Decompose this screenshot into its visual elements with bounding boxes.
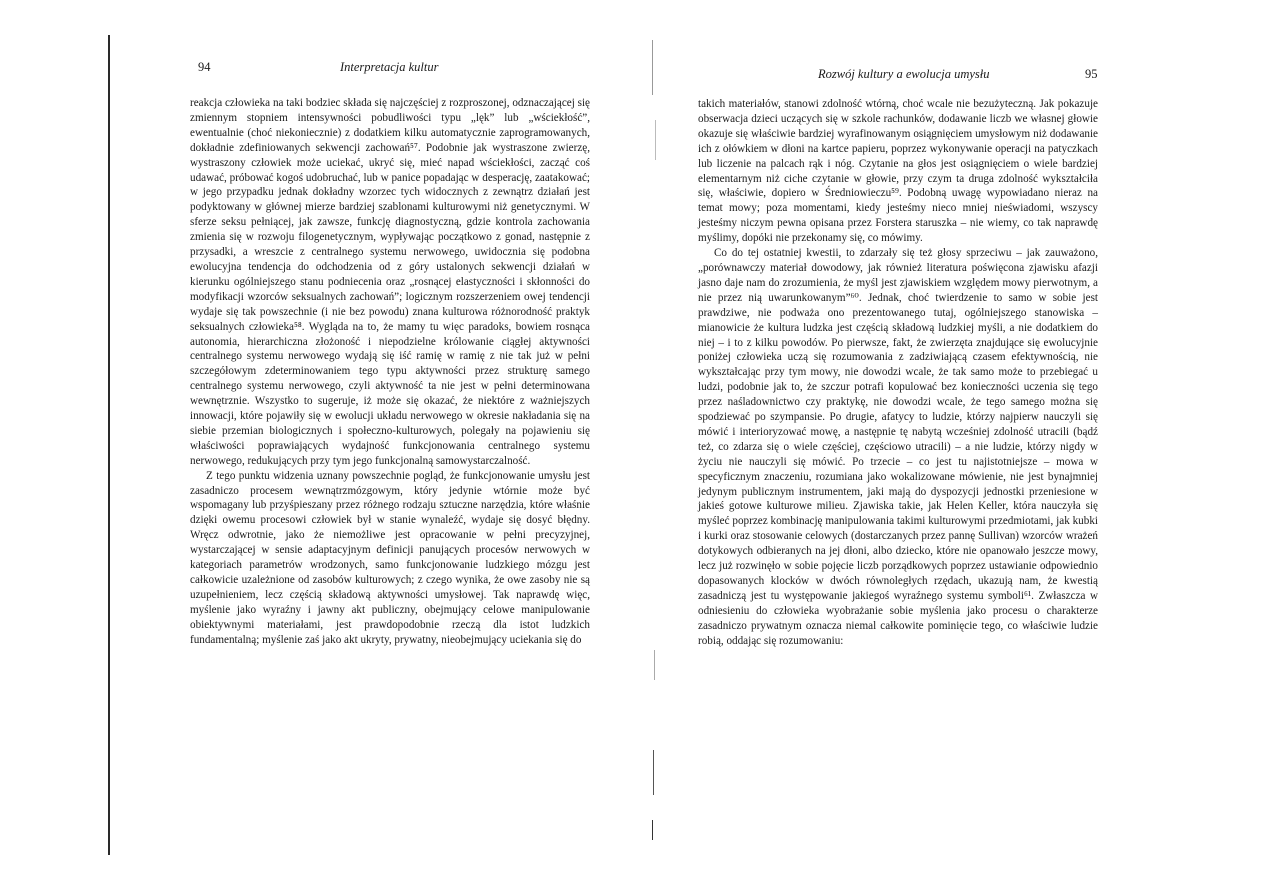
left-body-text: [190, 96, 590, 648]
gutter-mark: [652, 40, 653, 95]
right-paragraph-1: takich materiałów, stanowi zdolność wtórną, choć wcale nie bezużyteczną. Jak pokazuje obserwacja dzieci uczących się w szkole rachunków, dodawanie liczb we własnej głowie okazuje się właściwie bardziej wyrafinowanym osiągnięciem umysłowym niż dodawanie ich z ołówkiem w dłoni na kartce papieru, poprzez wykonywanie operacji na patyczkach lub liczenie na palcach rąk i nóg. Czytanie na głos jest osiągnięciem o wiele bardziej elementarnym niż ciche czytanie w głowie, przy czym ta druga zdolność wykształciła się, właściwie, dopiero w Średniowieczu⁵⁹. Podobną uwagę wypowiadano nieraz na temat mowy; poza momentami, kiedy jesteśmy nieco mniej nieświadomi, wszyscy jesteśmy niczym pewna opisana przez Forstera staruszka – nie wiemy, co tak naprawdę myślimy, dopóki nie przekonamy się, co mówimy.: [698, 98, 1098, 245]
left-paragraph-1: reakcja człowieka na taki bodziec składa się najczęściej z rozproszonej, odznaczającej się zmiennym stopniem intensywności pobudliwości typu „lęk” lub „wściekłość”, ewentualnie (choć niekoniecznie) z dodatkiem kilku automatycznie zaprogramowanych, dokładnie zdefiniowanych sekwencji zachowań⁵⁷. Podobnie jak wystraszone zwierzę, wystraszony człowiek może uciekać, ukryć się, mieć napad wściekłości, zacząć coś udawać, próbować kogoś udobruchać, lub w panice popadając w desperację, zaatakować; w jego przypadku jednak dokładny wzorzec tych widocznych z zewnątrz działań jest podyktowany w głównej mierze bardziej szablonami kulturowymi niż genetycznymi. W sferze seksu pełniącej, jak zawsze, funkcję diagnostyczną, gdzie kontrola zachowania zmienia się w rozwoju filogenetycznym, wypływając początkowo z gonad, następnie z przysadki, a wreszcie z centralnego systemu nerwowego, uwidocznia się podobna ewolucyjna tendencja do odchodzenia od z góry ustalonych sekwencji działań w kierunku ogólniejszego stanu podniecenia oraz „rosnącej elastyczności i skłonności do modyfikacji wzorców seksualnych zachowań”; logicznym rozszerzeniem owej tendencji wydaje się tak powszechnie (i nie bez powodu) znana kulturowa różnorodność praktyk seksualnych człowieka⁵⁸. Wygląda na to, że mamy tu więc paradoks, bowiem rosnąca autonomia, hierarchiczna złożoność i niepodzielne królowanie ciągłej aktywności centralnego systemu nerwowego wydają się iść ramię w ramię z nie tak już w pełni szczegółowym zdeterminowaniem tego typu aktywności przez strukturę samego centralnego systemu nerwowego, czyli aktywność ta nie jest w pełni determinowana wewnętrznie. Wszystko to sugeruje, iż może się okazać, że niektóre z ważniejszych innowacji, które pojawiły się w ewolucji układu nerwowego w okresie nakładania się na siebie przemian biologicznych i społeczno-kulturowych, polegały na pojawieniu się właściwości poprawiających wydajność funkcjonowania centralnego systemu nerwowego, redukujących przy tym jego funkcjonalną samowystarczalność.: [190, 97, 590, 467]
book-gutter: [640, 30, 664, 850]
right-paragraph-2: Co do tej ostatniej kwestii, to zdarzały się też głosy sprzeciwu – jak zauważono, „porównawczy materiał dowodowy, jak również literatura poświęcona zjawisku afazji jasno daje nam do zrozumienia, że myśl jest zjawiskiem względem mowy pierwotnym, a nie przez nią uwarunkowanym”⁶⁰. Jednak, choć twierdzenie to samo w sobie jest prawdziwe, nie podważa ono prezentowanego tutaj, ogólniejszego stanowiska – mianowicie że kultura ludzka jest częścią składową ludzkiej myśli, a nie dodatkiem do niej – i to z kilku powodów. Po pierwsze, fakt, że zwierzęta znajdujące się ewolucyjnie poniżej człowieka uczą się rozumowania z zadziwiającą czasem efektywnością, nie wykształcając przy tym mowy, nie dowodzi wcale, że tak samo może to przebiegać u ludzi, podobnie jak to, że szczur potrafi kopulować bez konieczności uczenia się tego przez naśladownictwo czy praktykę, nie dowodzi wcale, że tego samego można się spodziewać po szympansie. Po drugie, afatycy to ludzie, którzy najpierw nauczyli się mówić i interioryzować mowę, a następnie tę nabytą wcześniej zdolność utracili (bądź też, co zdarza się o wiele częściej, częściowo utracili) – a nie ludzie, którzy nigdy w życiu nie nauczyli się mówić. Po trzecie – co jest tu najistotniejsze – mowa w specyficznym znaczeniu, rozumiana jako wokalizowane mówienie, nie jest bynajmniej jedynym publicznym instrumentem, jaki mają do dyspozycji jednostki przeniesione w jakieś gotowe kulturowe milieu. Zjawiska takie, jak Helen Keller, która nauczyła się myśleć poprzez kombinację manipulowania takimi kulturowymi przedmiotami, jak kubki i kurki oraz stosowanie celowych (dostarczanych przez pannę Sullivan) wzorców wrażeń dotykowych odbieranych na jej dłoni, albo dziecko, które nie opanowało jeszcze mowy, lecz już rozwinęło w sobie pojęcie liczb porządkowych poprzez ustawianie odpowiednio dopasowanych klocków w dwóch równoległych rzędach, ukazują nam, że kwestią zasadniczą jest tu występowanie jakiegoś wyraźnego systemu symboli⁶¹. Zwłaszcza w odniesieniu do człowieka wyobrażanie sobie myślenia jako procesu o charakterze zasadniczo prywatnym oznacza niemal całkowite pominięcie tego, co właściwie ludzie robią, oddając się rozumowaniu:: [698, 247, 1098, 647]
right-running-head: Rozwój kultury a ewolucja umysłu: [818, 67, 990, 81]
left-page-number: 94: [198, 60, 211, 74]
left-scan-edge: [108, 35, 110, 855]
gutter-mark: [655, 120, 656, 160]
left-running-head: Interpretacja kultur: [340, 60, 439, 74]
gutter-mark: [654, 650, 655, 680]
left-paragraph-2: Z tego punktu widzenia uznany powszechnie pogląd, że funkcjonowanie umysłu jest zasadniczo procesem wewnątrzmózgowym, który jedynie wtórnie może być wspomagany lub przyśpieszany przez różnego rodzaju sztuczne narzędzia, które właśnie dzięki owemu procesowi człowiek był w stanie wynaleźć, wydaje się dosyć błędny. Wręcz odwrotnie, jako że niemożliwe jest opracowanie w pełni precyzyjnej, wystarczającej w sensie adaptacyjnym definicji panujących procesów nerwowych w kategoriach parametrów wrodzonych, samo funkcjonowanie ludzkiego mózgu jest całkowicie uzależnione od zasobów kulturowych; z czego wynika, że owe zasoby nie są uzupełnieniem, lecz częścią składową aktywności umysłowej. Tak naprawdę więc, myślenie jako wyraźny i jawny akt publiczny, obejmujący celowe manipulowanie obiektywnymi materiałami, jest prawdopodobnie rzeczą dla istot ludzkich fundamentalną; myślenie zaś jako akt ukryty, prywatny, nieobejmujący uciekania się do: [190, 469, 590, 646]
gutter-mark: [653, 750, 654, 795]
gutter-mark: [652, 820, 653, 840]
right-page-number: 95: [1085, 67, 1098, 81]
right-body-text: [698, 97, 1098, 649]
